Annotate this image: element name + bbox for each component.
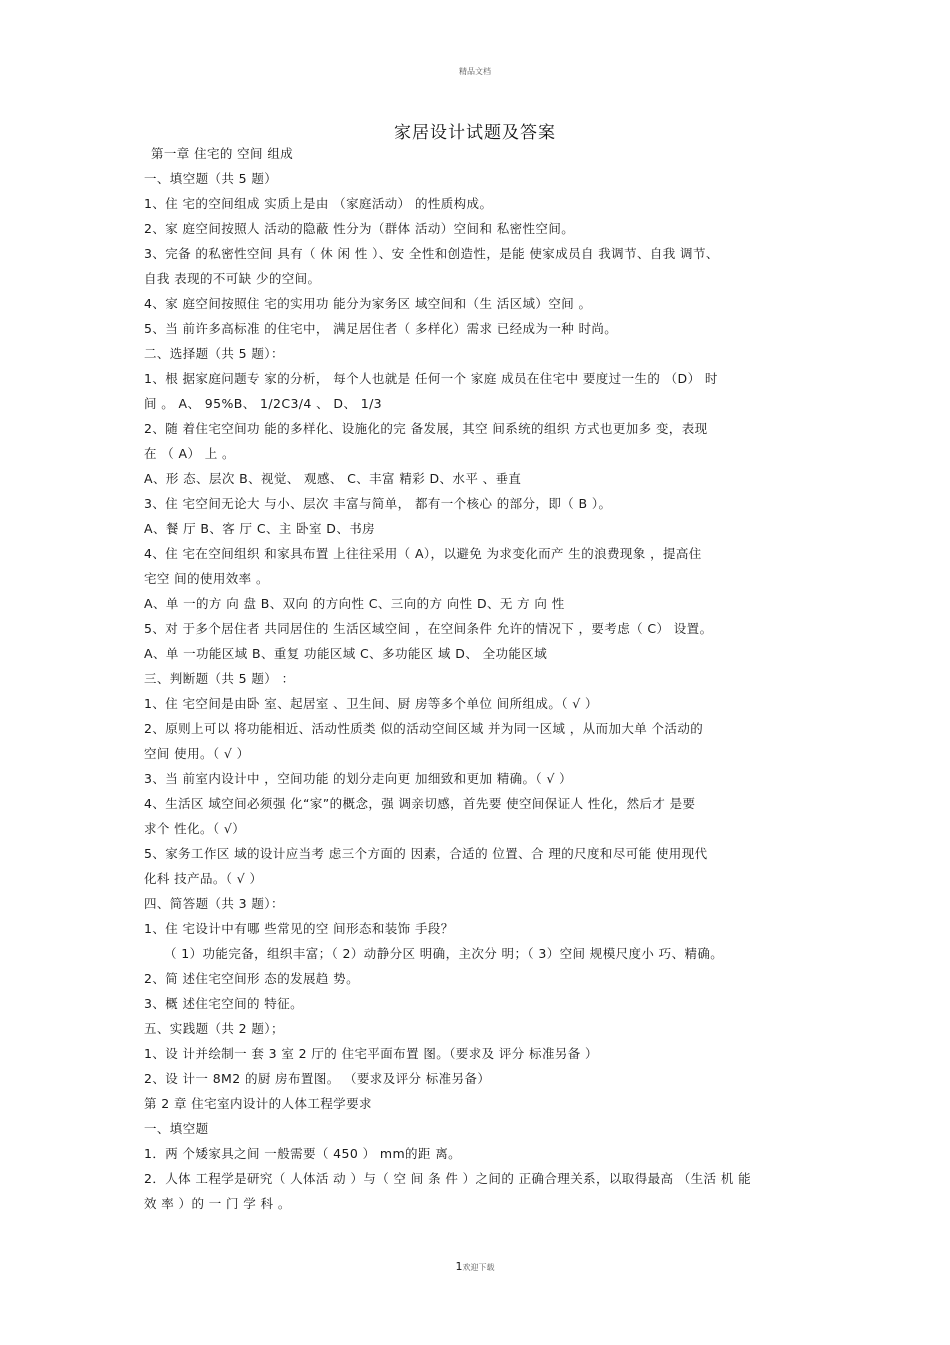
text-line: 5、对 于多个居住者 共同居住的 生活区域空间 ，在空间条件 允许的情况下 ，要考虑（ C） 设置。 xyxy=(144,621,713,636)
text-line: 1、住 宅设计中有哪 些常见的空 间形态和装饰 手段？ xyxy=(144,921,454,936)
text-line: 空间 使用。（ √ ） xyxy=(144,746,250,761)
text-line: 2．人体 工程学是研究（ 人体活 动 ）与（ 空 间 条 件 ）之间的 正确合理关系，以取得最高 （生活 机 能 xyxy=(144,1171,752,1186)
text-line: 2、简 述住宅空间形 态的发展趋 势。 xyxy=(144,971,359,986)
text-line: 2、原则上可以 将功能相近、活动性质类 似的活动空间区域 并为同一区域 ，从而加大单 个活动的 xyxy=(144,721,704,736)
page-header: 精品文档 xyxy=(459,67,491,76)
text-line: 4、生活区 域空间必须强 化“家”的概念，强 调亲切感，首先要 使空间保证人 性化，然后才 是要 xyxy=(144,796,696,811)
text-line: 2、设 计一 8M2 的厨 房布置图。 （要求及评分 标准另备） xyxy=(144,1071,491,1086)
text-line: 间 。 A、 95%B、 1/2C3/4 、 D、 1/3 xyxy=(144,396,383,411)
text-line: 宅空 间的使用效率 。 xyxy=(144,571,269,586)
text-line: A、单 一的方 向 盘 B、双向 的方向性 C、三向的方 向性 D、无 方 向 性 xyxy=(144,596,565,611)
text-line: 1．两 个矮家具之间 一般需要（ 450 ） mm的距 离。 xyxy=(144,1146,462,1161)
text-line: 3、完备 的私密性空间 具有（ 休 闲 性 ）、安 全性和创造性，是能 使家成员自 我调节、自我 调节、 xyxy=(144,246,719,261)
text-line: 5、家务工作区 域的设计应当考 虑三个方面的 因素，合适的 位置、合 理的尺度和尽可能 使用现代 xyxy=(144,846,708,861)
text-line: （ 1）功能完备，组织丰富；（ 2）动静分区 明确，主次分 明；（ 3）空间 规模尺度小 巧、精确。 xyxy=(164,946,724,961)
text-line: 4、家 庭空间按照住 宅的实用功 能分为家务区 域空间和（生 活区域）空间 。 xyxy=(144,296,592,311)
text-line: 在 （ A） 上 。 xyxy=(144,446,235,461)
document-title: 家居设计试题及答案 xyxy=(394,123,556,143)
text-line: 4、住 宅在空间组织 和家具布置 上往往采用（ A），以避免 为求变化而产 生的浪费现象 ，提高住 xyxy=(144,546,702,561)
page-number: 1 xyxy=(455,1260,463,1273)
text-line: A、单 一功能区域 B、重复 功能区域 C、多功能区 域 D、 全功能区域 xyxy=(144,646,548,661)
text-line: 自我 表现的不可缺 少的空间。 xyxy=(144,271,321,286)
text-line: A、餐 厅 B、客 厅 C、主 卧室 D、书房 xyxy=(144,521,376,536)
section-heading: 一、填空题 xyxy=(144,1121,209,1136)
text-line: 3、概 述住宅空间的 特征。 xyxy=(144,996,304,1011)
text-line: 1、根 据家庭问题专 家的分析， 每个人也就是 任何一个 家庭 成员在住宅中 要度过一生的 （D） 时 xyxy=(144,371,718,386)
footer-text: 欢迎下载 xyxy=(462,1263,495,1272)
text-line: 3、当 前室内设计中 ，空间功能 的划分走向更 加细致和更加 精确。（ √ ） xyxy=(144,771,573,786)
section-heading: 一、填空题（共 5 题） xyxy=(144,171,278,186)
chapter-heading: 第一章 住宅的 空间 组成 xyxy=(151,146,294,161)
section-heading: 四、简答题（共 3 题）： xyxy=(144,896,284,911)
text-line: A、形 态、层次 B、视觉、 观感、 C、丰富 精彩 D、水平 、垂直 xyxy=(144,471,522,486)
text-line: 3、住 宅空间无论大 与小、层次 丰富与简单， 都有一个核心 的部分，即（ B ）。 xyxy=(144,496,612,511)
text-line: 求个 性化。（ √） xyxy=(144,821,246,836)
text-line: 效 率 ）的 一 门 学 科 。 xyxy=(144,1196,291,1211)
text-line: 1、住 宅的空间组成 实质上是由 （家庭活动） 的性质构成。 xyxy=(144,196,493,211)
text-line: 5、当 前许多高标准 的住宅中， 满足居住者（ 多样化）需求 已经成为一种 时尚。 xyxy=(144,321,618,336)
section-heading: 二、选择题（共 5 题）： xyxy=(144,346,284,361)
text-line: 1、设 计并绘制一 套 3 室 2 厅的 住宅平面布置 图。（要求及 评分 标准另备 ） xyxy=(144,1046,598,1061)
text-line: 2、家 庭空间按照人 活动的隐蔽 性分为（群体 活动）空间和 私密性空间。 xyxy=(144,221,575,236)
section-heading: 三、判断题（共 5 题） ： xyxy=(144,671,295,686)
page-footer xyxy=(0,1260,950,1273)
document-body xyxy=(144,141,816,1216)
section-heading: 五、实践题（共 2 题）； xyxy=(144,1021,284,1036)
text-line: 1、住 宅空间是由卧 室、起居室 、卫生间、厨 房等多个单位 间所组成。（ √ ） xyxy=(144,696,598,711)
text-line: 2、随 着住宅空间功 能的多样化、设施化的完 备发展，其空 间系统的组织 方式也更加多 变，表现 xyxy=(144,421,708,436)
chapter-heading: 第 2 章 住宅室内设计的人体工程学要求 xyxy=(144,1096,372,1111)
text-line: 化科 技产品。（ √ ） xyxy=(144,871,263,886)
